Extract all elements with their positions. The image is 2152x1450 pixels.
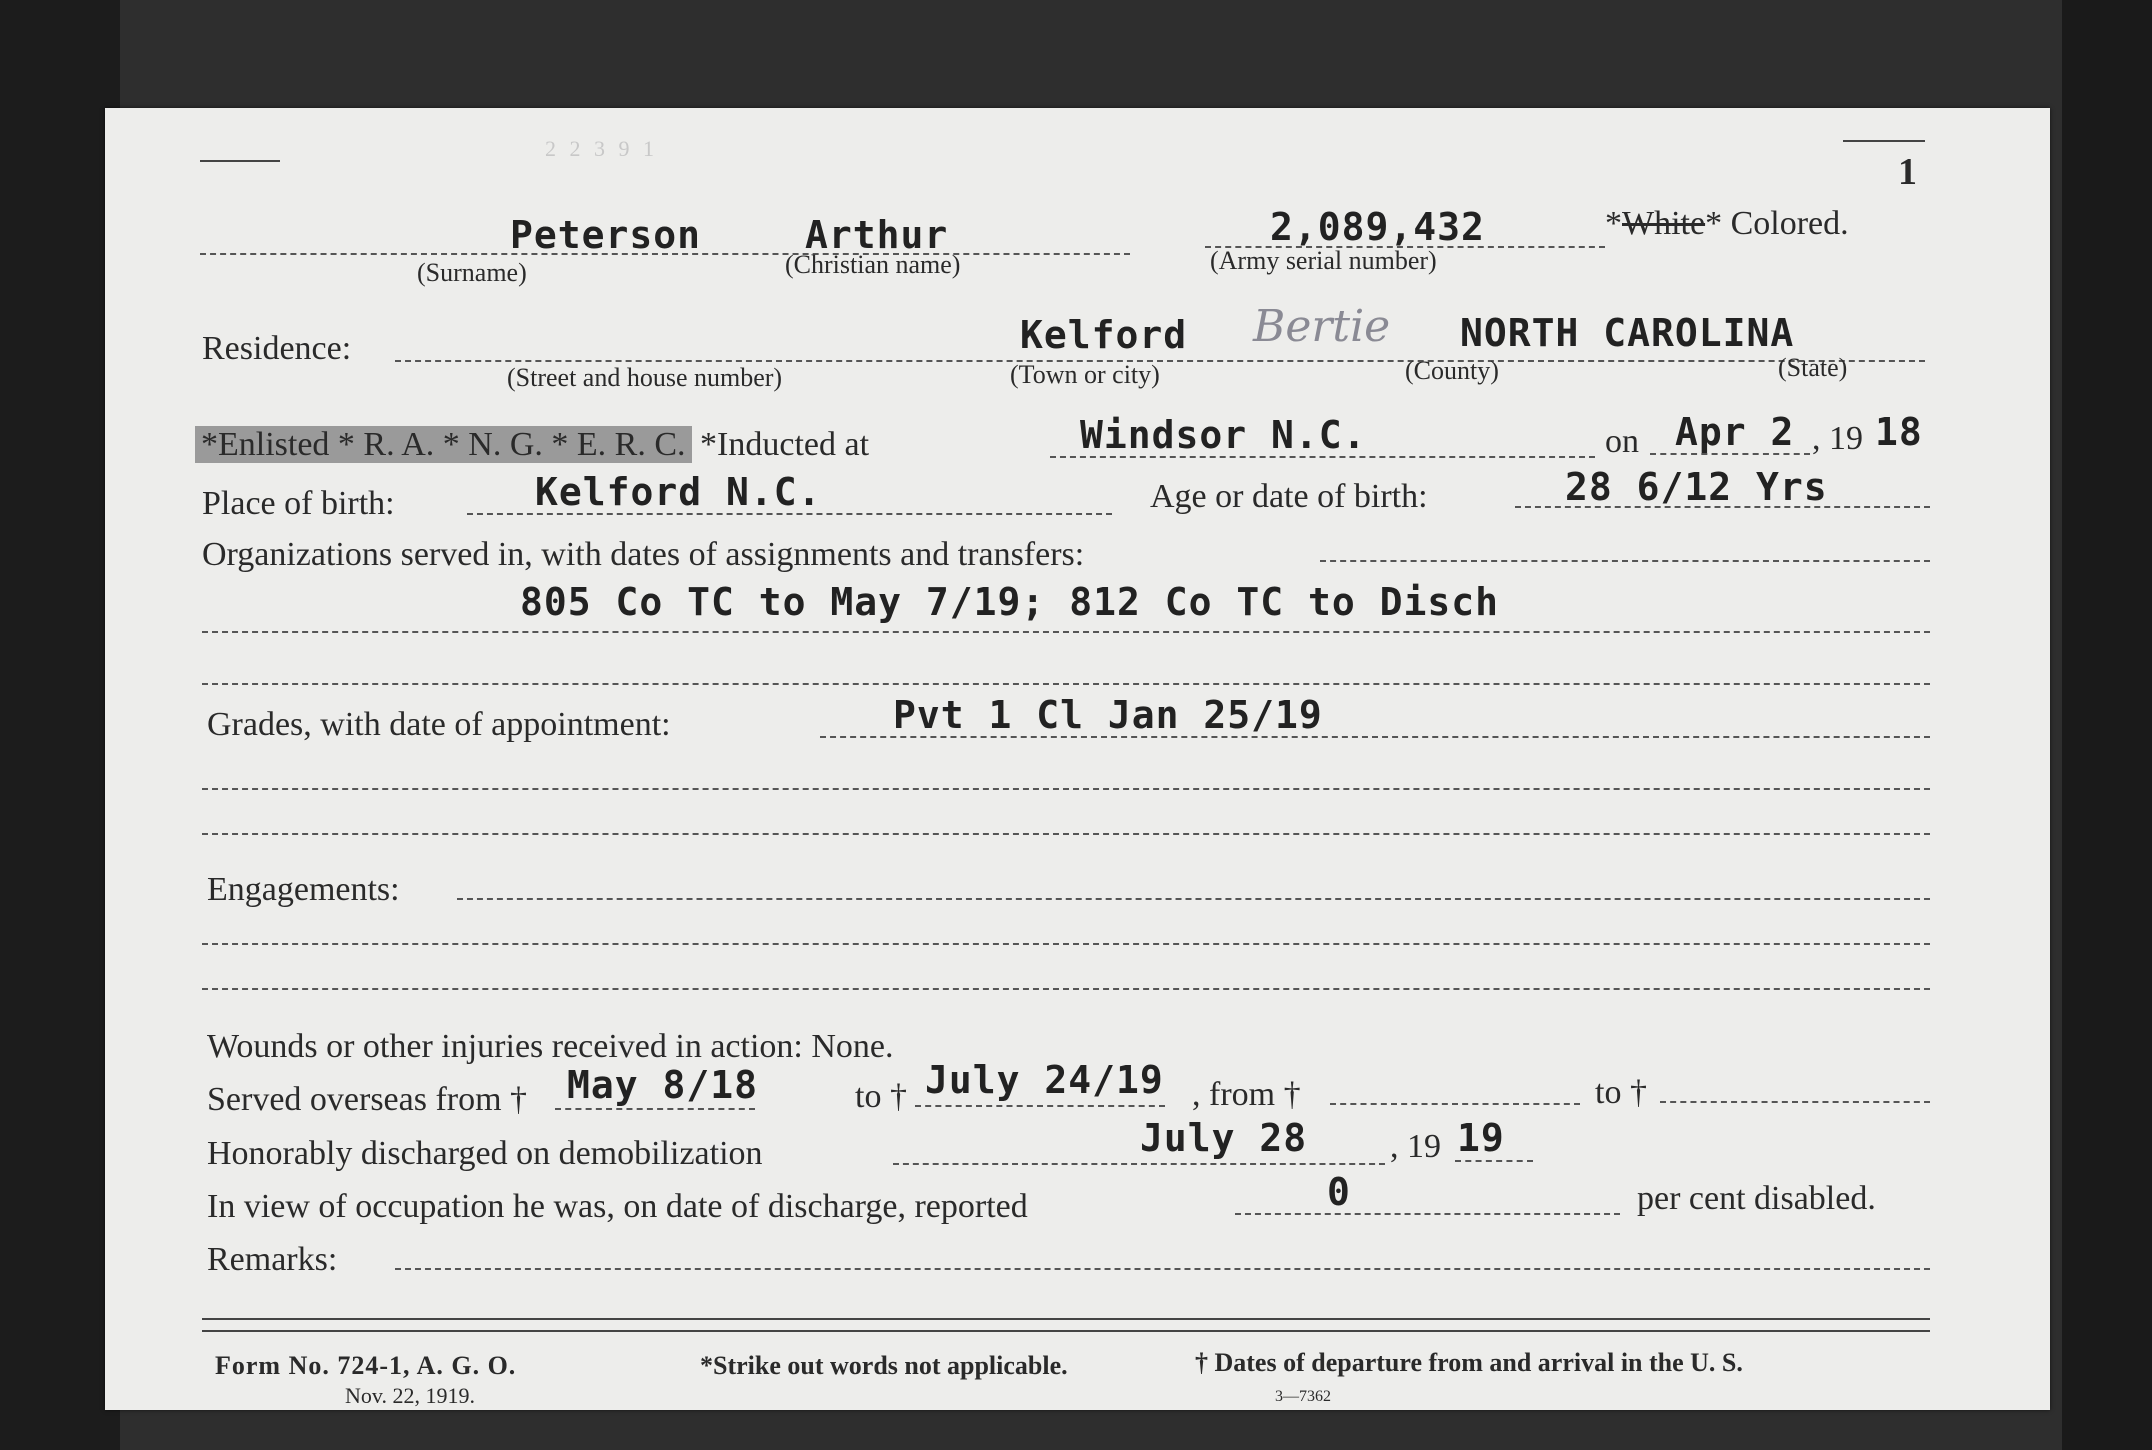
footer-rule: [202, 1330, 1930, 1332]
state-label: (State): [1778, 353, 1848, 382]
grades-label: Grades, with date of appointment:: [207, 706, 671, 743]
age-label: Age or date of birth:: [1150, 478, 1428, 515]
organizations-line-3: [202, 683, 1930, 685]
form-number: Form No. 724-1, A. G. O.: [215, 1351, 517, 1380]
organizations-value: 805 Co TC to May 7/19; 812 Co TC to Disch: [520, 580, 1499, 624]
grades-line-2: [202, 788, 1930, 790]
engagements-line-3: [202, 988, 1930, 990]
county-label: (County): [1405, 356, 1499, 385]
card-number-value: 1: [1898, 151, 1917, 193]
organizations-line-1: [1320, 560, 1930, 562]
form-date: Nov. 22, 1919.: [345, 1383, 475, 1408]
top-left-rule: [200, 160, 280, 162]
race-asterisk-1: *: [1605, 205, 1622, 242]
residence-label: Residence:: [202, 330, 352, 367]
per-cent-label: per cent disabled.: [1637, 1180, 1876, 1217]
inducted-at-label: *Inducted at: [700, 426, 870, 463]
grades-line-3: [202, 833, 1930, 835]
overseas-to-label: to †: [855, 1078, 907, 1115]
overseas-from2-line: [1330, 1103, 1580, 1105]
discharge-year-line: [1455, 1160, 1533, 1162]
overseas-from-value: May 8/18: [567, 1063, 759, 1107]
serial-number-label: (Army serial number): [1210, 246, 1437, 275]
dark-background-left: [0, 0, 120, 1450]
race-asterisk-2: *: [1705, 205, 1723, 242]
residence-state-value: NORTH CAROLINA: [1460, 311, 1795, 355]
print-code: 3—7362: [1275, 1388, 1331, 1405]
residence-county-handwritten: Bertie: [1253, 301, 1391, 352]
remarks-line-1: [395, 1268, 1930, 1270]
strike-note: *Strike out words not applicable.: [700, 1351, 1068, 1380]
inducted-date-value: Apr 2: [1675, 410, 1795, 454]
overseas-from-line: [555, 1108, 755, 1110]
race-colored: Colored.: [1730, 205, 1849, 242]
disabled-percent-value: 0: [1327, 1170, 1351, 1214]
age-value: 28 6/12 Yrs: [1565, 465, 1828, 509]
organizations-line-2: [202, 631, 1930, 633]
christian-name-value: Arthur: [805, 213, 949, 257]
inducted-year-value: 18: [1875, 410, 1923, 454]
occupation-label: In view of occupation he was, on date of discharge, reported: [207, 1188, 1028, 1225]
wounds-label: Wounds or other injuries received in action: None.: [207, 1028, 894, 1065]
place-of-birth-label: Place of birth:: [202, 485, 395, 522]
overseas-to2-line: [1660, 1101, 1930, 1103]
overseas-to2-label: to †: [1595, 1074, 1647, 1111]
engagements-line-2: [202, 943, 1930, 945]
discharged-label: Honorably discharged on demobilization: [207, 1135, 763, 1172]
discharge-date-value: July 28: [1140, 1116, 1308, 1160]
top-right-rule: [1843, 140, 1925, 142]
surname-label: (Surname): [417, 258, 527, 287]
discharge-year-prefix: , 19: [1390, 1128, 1441, 1165]
surname-value: Peterson: [510, 213, 702, 257]
residence-town-value: Kelford: [1020, 313, 1188, 357]
disabled-percent-line: [1235, 1213, 1620, 1215]
race-white-text: [1605, 205, 1849, 243]
engagements-label: Engagements:: [207, 871, 400, 908]
service-record-card: [105, 108, 2050, 1410]
dark-background-right: [2062, 0, 2152, 1450]
race-white: White: [1622, 205, 1706, 242]
inducted-year-prefix: , 19: [1812, 420, 1863, 457]
served-overseas-label: Served overseas from †: [207, 1081, 528, 1118]
discharge-year-value: 19: [1457, 1116, 1505, 1160]
engagements-line-1: [457, 898, 1930, 900]
organizations-label: Organizations served in, with dates of assignments and transfers:: [202, 536, 1085, 573]
enlisted-options: *Enlisted * R. A. * N. G. * E. R. C.: [195, 426, 692, 463]
place-of-birth-value: Kelford N.C.: [535, 470, 822, 514]
year-prefix: 19: [1829, 420, 1863, 457]
on-label: on: [1605, 423, 1639, 460]
christian-name-label: (Christian name): [785, 250, 961, 279]
remarks-line-2: [202, 1318, 1930, 1320]
serial-number-value: 2,089,432: [1270, 205, 1485, 249]
residence-line: [395, 360, 1925, 362]
overseas-to-line: [915, 1105, 1165, 1107]
street-label: (Street and house number): [507, 363, 783, 392]
overseas-from2-label: , from †: [1192, 1076, 1301, 1113]
overseas-to-value: July 24/19: [925, 1058, 1164, 1102]
discharge-date-line: [893, 1163, 1385, 1165]
inducted-at-value: Windsor N.C.: [1080, 413, 1367, 457]
faint-stamp-number: 2 2 3 9 1: [545, 136, 658, 161]
enlisted-status-text: [195, 426, 869, 464]
dates-note: † Dates of departure from and arrival in the U. S.: [1195, 1348, 1743, 1377]
remarks-label: Remarks:: [207, 1241, 338, 1278]
grades-value: Pvt 1 Cl Jan 25/19: [893, 693, 1323, 737]
town-label: (Town or city): [1010, 360, 1160, 389]
